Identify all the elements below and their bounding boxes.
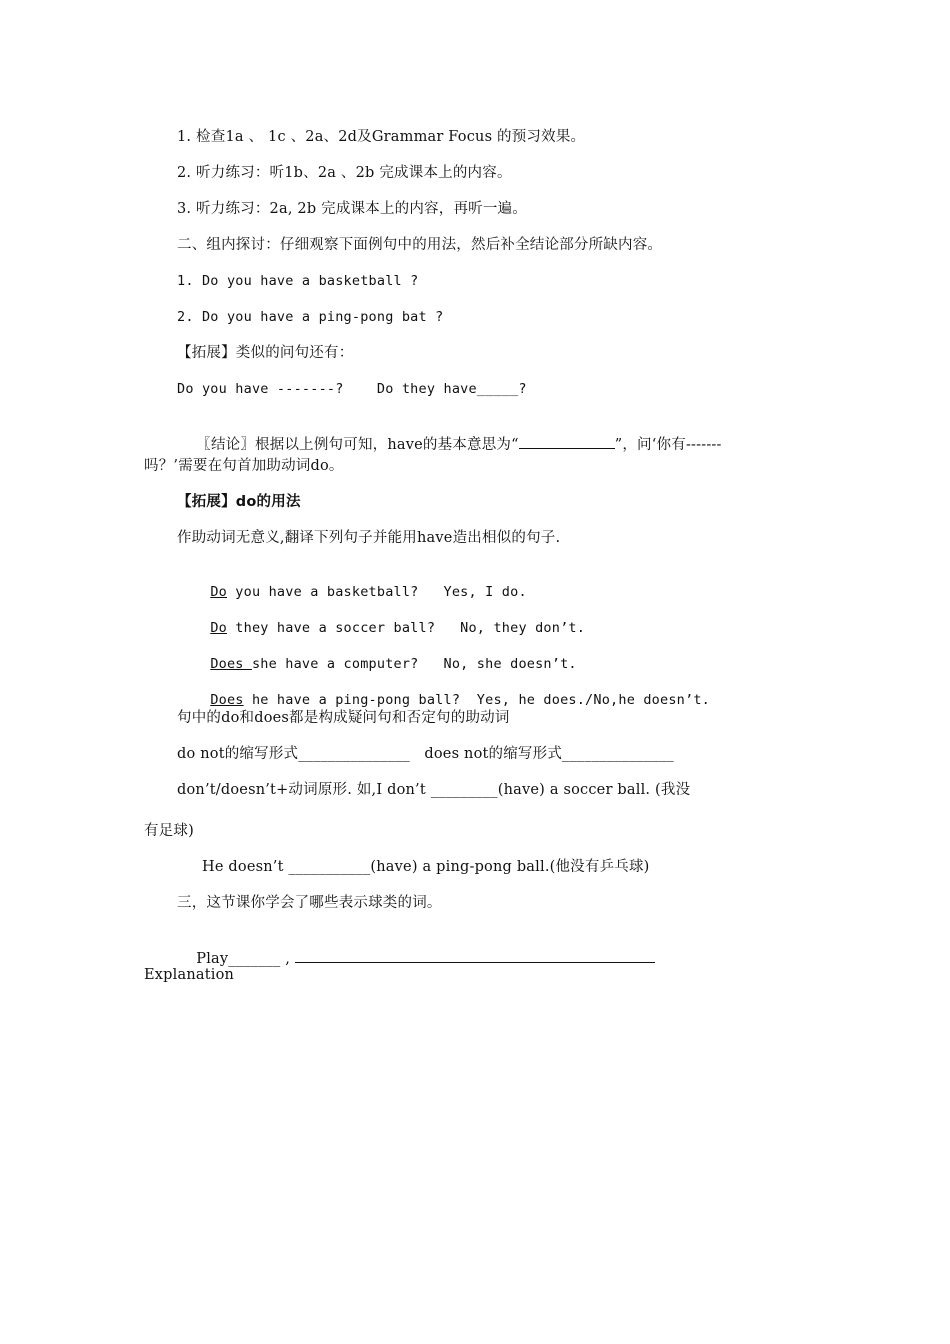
section-2-heading: 二、组内探讨：仔细观察下面例句中的用法，然后补全结论部分所缺内容。: [177, 237, 663, 253]
does-example-2-aux: Does: [210, 692, 244, 708]
conclusion-text-end: ”，问‘你有-------: [614, 437, 722, 453]
similar-questions-blanks: Do you have -------? Do they have_____?: [177, 381, 527, 397]
do-usage-instruction: 作助动词无意义,翻译下列句子并能用have造出相似的句子.: [177, 530, 561, 546]
do-example-2-aux: Do: [210, 620, 227, 636]
explanation-label: Explanation: [144, 967, 235, 983]
example-sentence-1: 1. Do you have a basketball ?: [177, 273, 419, 289]
do-example-2-rest: they have a soccer ball? No, they don’t.: [226, 620, 586, 636]
do-example-1-rest: you have a basketball? Yes, I do.: [226, 584, 527, 600]
negative-example-2: He doesn’t ___________(have) a ping-pong ball.(他没有乒乓球): [202, 859, 650, 875]
play-blanks-line: [177, 930, 655, 986]
does-example-2-rest: he have a ping-pong ball? Yes, he does./No,he doesn’t.: [243, 692, 710, 708]
negative-rule-continuation: 有足球): [144, 823, 194, 839]
negative-rule-example: don’t/doesn’t+动词原形. 如,I don’t _________(have) a soccer ball. (我没: [177, 782, 691, 798]
step-3-listening: 3. 听力练习：2a, 2b 完成课本上的内容，再听一遍。: [177, 201, 527, 217]
auxiliary-note: 句中的do和does都是构成疑问句和否定句的助动词: [177, 710, 510, 726]
step-2-listening: 2. 听力练习：听1b、2a 、2b 完成课本上的内容。: [177, 165, 512, 181]
extension-do-usage-heading: 【拓展】do的用法: [177, 494, 301, 510]
does-example-1-aux: Does: [210, 656, 252, 672]
conclusion-blank[interactable]: [519, 434, 615, 449]
conclusion-continuation: 吗？’需要在句首加助动词do。: [144, 458, 344, 474]
example-sentence-2: 2. Do you have a ping-pong bat ?: [177, 309, 444, 325]
conclusion-text-start: 〖结论〗根据以上例句可知，have的基本意思为“: [196, 437, 519, 453]
does-example-1-rest: she have a computer? No, she doesn’t.: [251, 656, 577, 672]
extension-similar-questions: 【拓展】类似的问句还有：: [177, 345, 354, 361]
play-answer-blank[interactable]: [295, 948, 655, 963]
section-3-heading: 三，这节课你学会了哪些表示球类的词。: [177, 895, 442, 911]
play-blank-text: Play_______ ,: [196, 951, 291, 967]
do-example-1-aux: Do: [210, 584, 227, 600]
contraction-blanks: do not的缩写形式_______________ does not的缩写形式_______________: [177, 746, 674, 762]
step-1-check-preview: 1. 检查1a 、 1c 、2a、2d及Grammar Focus 的预习效果。: [177, 129, 586, 145]
